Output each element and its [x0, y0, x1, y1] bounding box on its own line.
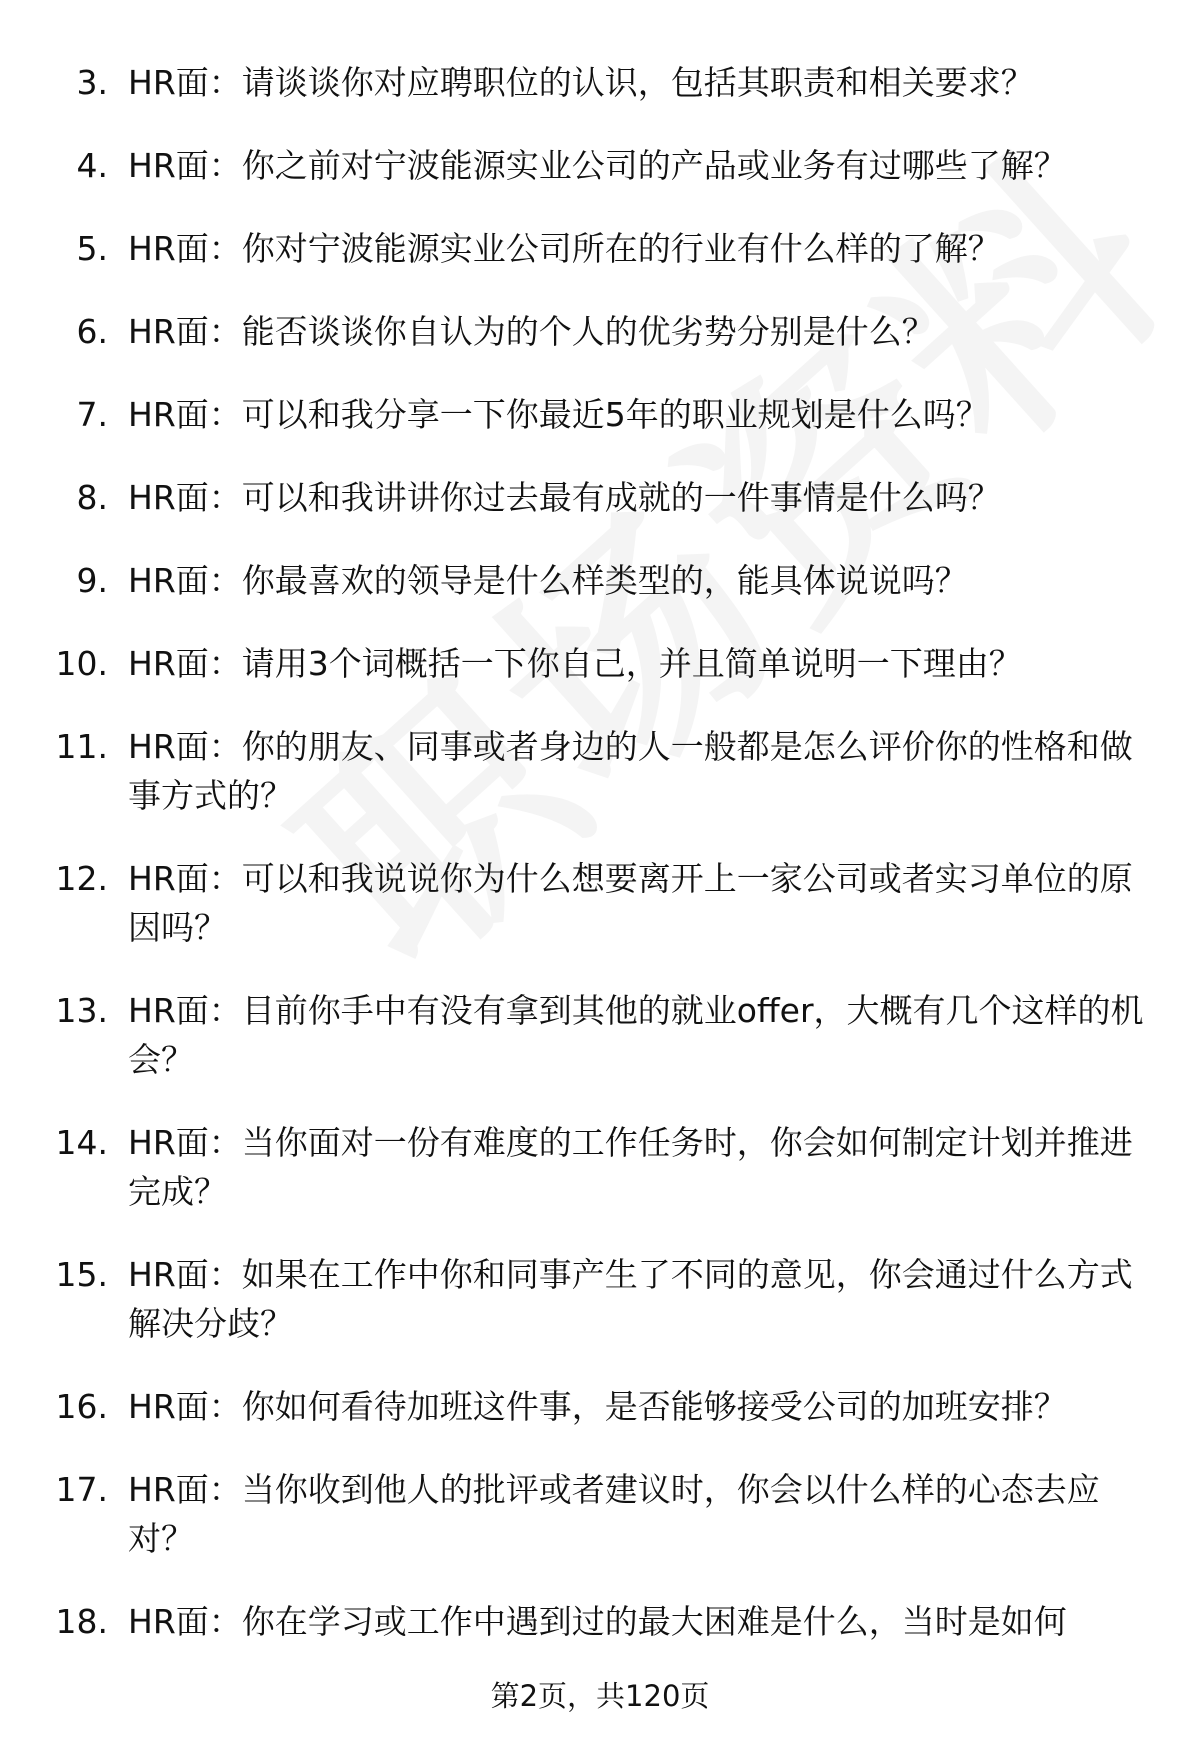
list-item	[0, 1597, 1200, 1680]
item-number: 17.	[55, 1470, 108, 1509]
item-text: HR面：可以和我说说你为什么想要离开上一家公司或者实习单位的原因吗？	[128, 859, 1133, 947]
item-text: HR面：你的朋友、同事或者身边的人一般都是怎么评价你的性格和做事方式的？	[128, 727, 1133, 815]
list-item	[0, 1118, 1200, 1250]
item-number: 18.	[55, 1602, 108, 1641]
item-text: HR面：可以和我讲讲你过去最有成就的一件事情是什么吗？	[128, 478, 1001, 517]
page-footer: 第2页，共120页	[490, 1679, 710, 1713]
item-number: 10.	[55, 644, 108, 683]
list-item	[0, 722, 1200, 854]
item-text: HR面：你最喜欢的领导是什么样类型的，能具体说说吗？	[128, 561, 968, 600]
item-text: HR面：目前你手中有没有拿到其他的就业offer，大概有几个这样的机会？	[128, 991, 1144, 1079]
item-number: 4.	[76, 146, 108, 185]
list-item	[0, 390, 1200, 473]
list-item	[0, 1382, 1200, 1465]
item-text: HR面：请用3个词概括一下你自己，并且简单说明一下理由？	[128, 644, 1022, 683]
list-item	[0, 639, 1200, 722]
item-number: 7.	[76, 395, 108, 434]
list-item	[0, 58, 1200, 141]
list-item	[0, 556, 1200, 639]
item-text: HR面：你对宁波能源实业公司所在的行业有什么样的了解？	[128, 229, 1001, 268]
list-item	[0, 141, 1200, 224]
item-number: 15.	[55, 1255, 108, 1294]
item-number: 16.	[55, 1387, 108, 1426]
item-text: HR面：你之前对宁波能源实业公司的产品或业务有过哪些了解？	[128, 146, 1067, 185]
item-text: HR面：如果在工作中你和同事产生了不同的意见，你会通过什么方式解决分歧？	[128, 1255, 1133, 1343]
list-item	[0, 473, 1200, 556]
item-number: 6.	[76, 312, 108, 351]
item-text: HR面：能否谈谈你自认为的个人的优劣势分别是什么？	[128, 312, 935, 351]
item-number: 3.	[76, 63, 108, 102]
item-number: 13.	[55, 991, 108, 1030]
list-item	[0, 224, 1200, 307]
item-number: 11.	[55, 727, 108, 766]
item-text: HR面：你如何看待加班这件事，是否能够接受公司的加班安排？	[128, 1387, 1067, 1426]
item-number: 8.	[76, 478, 108, 517]
item-number: 9.	[76, 561, 108, 600]
item-number: 12.	[55, 859, 108, 898]
item-text: HR面：可以和我分享一下你最近5年的职业规划是什么吗？	[128, 395, 989, 434]
list-item	[0, 1465, 1200, 1597]
item-text: HR面：请谈谈你对应聘职位的认识，包括其职责和相关要求？	[128, 63, 1034, 102]
item-text: HR面：你在学习或工作中遇到过的最大困难是什么，当时是如何	[128, 1602, 1067, 1641]
item-text: HR面：当你收到他人的批评或者建议时，你会以什么样的心态去应对？	[128, 1470, 1100, 1558]
list-item	[0, 986, 1200, 1118]
list-item	[0, 307, 1200, 390]
item-number: 5.	[76, 229, 108, 268]
item-number: 14.	[55, 1123, 108, 1162]
item-text: HR面：当你面对一份有难度的工作任务时，你会如何制定计划并推进完成？	[128, 1123, 1133, 1211]
question-list	[0, 58, 1200, 1680]
list-item	[0, 1250, 1200, 1382]
list-item	[0, 854, 1200, 986]
